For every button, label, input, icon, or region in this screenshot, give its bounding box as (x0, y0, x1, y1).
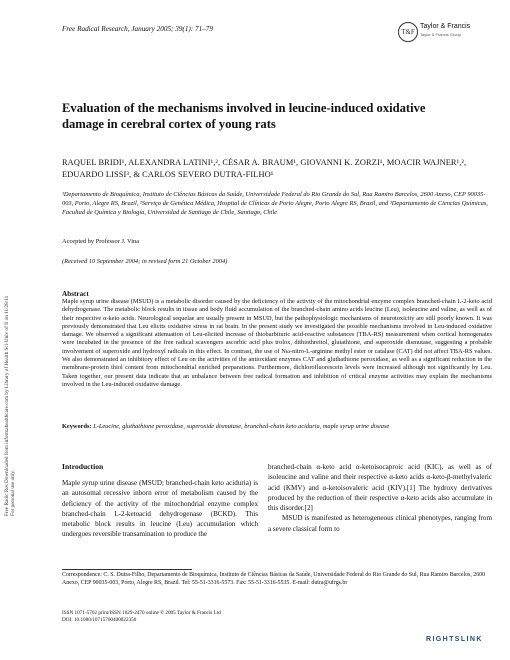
keywords (62, 423, 492, 431)
intro-column-left: Maple syrup urine disease (MSUD; branched-chain keto aciduria) is an autosomal recessive inborn error of metabolism caused by the deficiency of the activity of the mitochondrial enzyme complex branched-chain L-2-ketoacid dehydrogenase (BCKD). This metabolic block results in leucine (Leu) accumulation which undergoes reversible transamination to produce the (62, 479, 258, 539)
download-watermark-sidebar (4, 186, 26, 516)
watermark-line-2: For personal use only. (10, 470, 16, 516)
watermark-line-1: Free Radic Res Downloaded from informahealthcare.com by Library of Health Sci-Univ of Il on 11/28/11 (4, 295, 10, 516)
abstract-heading: Abstract (62, 290, 89, 298)
abstract-body: Maple syrup urine disease (MSUD) is a metabolic disorder caused by the deficiency of the activity of the mitochondrial enzyme complex branched-chain L-2-keto acid dehydrogenase. The metabolic block results in tissue and body fluid accumulation of the branched-chain amino acids leucine (Leu), isoleucine and valine, as well as of their respective α-keto acids. Neurological sequelae are usually present in MSUD, but the pathophysiologic mechanisms of neurotoxicity are still poorly known. It was previously demonstrated that Leu elicits oxidative stress in rat brain. In the present study we investigated the possible mechanisms involved in Leu-induced oxidative damage. We observed a significant attenuation of Leu-elicited increase of thiobarbituric acid-reactive substances (TBA-RS) measurement when cortical homogenates were incubated in the presence of the free radical scavengers ascorbic acid plus trolox, dithiothreitol, glutathione, and superoxide dismutase, suggesting a probable involvement of superoxide and hydroxyl radicals in this effect. In contrast, the use of Nω-nitro-L-arginine methyl ester or catalase (CAT) did not affect TBA-RS values. We also demonstrated an inhibitory effect of Leu on the activities of the antioxidant enzymes CAT and gluthathione peroxidase, as well as a significant reduction in the membrane-protein thiol content from mitochondrial enriched preparations. Furthermore, dichlorofluorescein levels were increased although not significantly by Leu. Taken together, our present data indicate that an unbalance between free radical formation and inhibition of critical enzyme activities may explain the mechanisms involved in the Leu-induced oxidative damage. (62, 298, 492, 388)
publisher-name: Taylor & Francis (420, 23, 471, 30)
introduction-heading: Introduction (62, 462, 104, 471)
issn-line: ISSN 1071-5762 print/ISSN 1029-2470 online © 2005 Taylor & Francis Ltd (62, 610, 221, 616)
publisher-subname: Taylor & Francis Group (420, 32, 461, 37)
intro-paragraph-1: branched-chain α-keto acid α-ketoisocaproic acid (KIC), as well as of isoleucine and valine and their respective α-keto acids α-keto-β-methylvaleric acid (KMV) and α-ketoisovaleric acid (KIV).[1] The hydroxy derivatives produced by the reduction of their respective α-keto acids also accumulate in this disorder.[2] (268, 463, 492, 513)
article-title: Evaluation of the mechanisms involved in leucine-induced oxidative damage in cerebral cortex of young rats (62, 101, 426, 131)
footnote-divider (62, 569, 192, 570)
correspondence-note: Correspondence: C. S. Dutra-Filho, Departamento de Bioquímica, Instituto de Ciências Básicas da Saúde, Universidade Federal do Rio Grande do Sul, Rua Ramiro Barcelos, 2600 Anexo, CEP 90035-003, Porto, Alegre RS, Brazil. Tel: 55-51-3316-5573. Fax: 55-51-3316-5535. E-mail: dutra@ufrgs.br (62, 572, 486, 586)
keywords-label: Keywords: (62, 423, 92, 430)
publisher-mark-icon: T&F (398, 22, 418, 42)
rightslink-logo[interactable]: RIGHTSLINK (426, 636, 483, 643)
intro-column-right (268, 462, 492, 534)
issn-doi (62, 610, 362, 624)
intro-paragraph-2: MSUD is manifested as heterogeneous clinical phenotypes, ranging from a severe classical form to (268, 514, 492, 533)
author-list: RAQUEL BRIDI¹, ALEXANDRA LATINI¹,², CÉSAR A. BRAUM¹, GIOVANNI K. ZORZI¹, MOACIR WAJNER¹,², EDUARDO LISSI³, & CARLOS SEVERO DUTRA-FILHO¹ (62, 158, 467, 179)
journal-citation: Free Radical Research, January 2005; 39(1): 71–79 (62, 25, 213, 33)
publisher-logo[interactable] (398, 20, 478, 44)
doi-line: DOI: 10.1080/10715760400022350 (62, 617, 137, 623)
received-dates: (Received 10 September 2004; in revised form 21 October 2004) (62, 258, 228, 265)
accepted-by: Accepted by Professor J. Vina (62, 238, 140, 245)
keywords-text: L-Leucine, gluthathione peroxidase, superoxide dismutase, branched-chain keto aciduria, maple syrup urine disease (93, 423, 390, 430)
affiliations: ¹Departamento de Bioquímica, Instituto de Ciências Básicas da Saúde, Universidade Federal do Rio Grande do Sul, Rua Ramiro Barcelos, 2600 Anexo, CEP 90035-003, Porto, Alegre RS, Brazil, ²Serviço de Genética Médica, Hospital de Clínicas de Porto Alegre, Porto Alegre RS, Brazil, and ³Departamento de Ciencias Químicas, Facultad de Química y Biología, Universidad de Santiago de Chile, Santiago, Chile (62, 191, 488, 217)
